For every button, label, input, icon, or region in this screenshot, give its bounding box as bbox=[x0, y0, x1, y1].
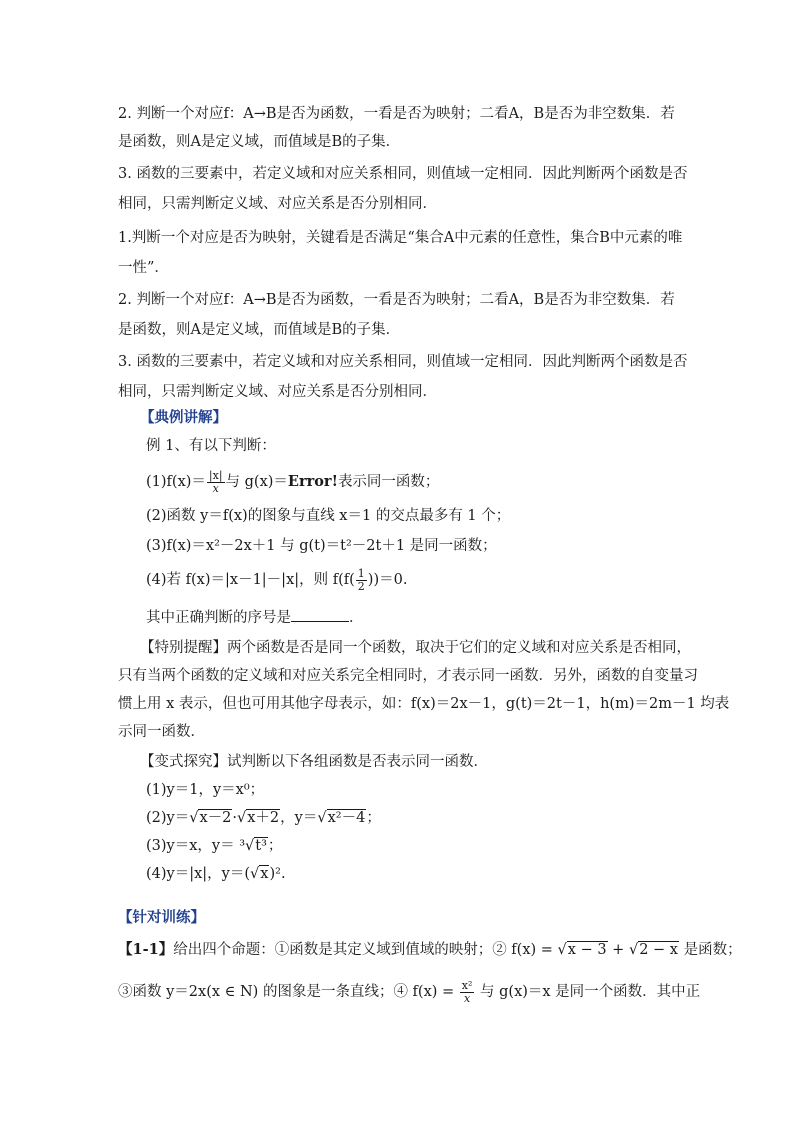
variant-item-2 bbox=[146, 804, 706, 832]
variant-text: 试判断以下各组函数是否表示同一函数． bbox=[227, 754, 488, 770]
training-text: + bbox=[607, 942, 629, 958]
v2-text: · bbox=[232, 810, 237, 826]
radicand: x－2 bbox=[199, 810, 232, 826]
v2-text: (2)y＝ bbox=[146, 810, 190, 826]
example-intro: 例 1、有以下判断： bbox=[146, 438, 276, 454]
radicand: x bbox=[260, 866, 269, 882]
example-item-2: (2)函数 y＝f(x)的图象与直线 x＝1 的交点最多有 1 个； bbox=[146, 508, 511, 524]
fraction-denominator: x bbox=[212, 481, 219, 495]
fraction bbox=[460, 980, 475, 1005]
v4-text: (4)y＝|x|，y＝( bbox=[146, 866, 251, 882]
sqrt-icon: √ bbox=[237, 810, 247, 826]
variant-heading bbox=[140, 748, 700, 776]
example-item-1 bbox=[146, 468, 706, 496]
fraction-numerator: 1 bbox=[357, 566, 365, 580]
fraction-denominator: 2 bbox=[357, 579, 365, 593]
item4-text: (4)若 f(x)＝|x－1|－|x|，则 f(f( bbox=[146, 572, 355, 588]
v2-text: ； bbox=[366, 810, 381, 826]
radicand: t³ bbox=[255, 838, 267, 854]
paragraph-line: 3. 函数的三要素中，若定义域和对应关系相同，则值域一定相同．因此判断两个函数是否 bbox=[118, 354, 688, 370]
training-text: 是函数； bbox=[678, 942, 742, 958]
section-heading-example: 【典例讲解】 bbox=[140, 409, 227, 426]
tip-line-3: 惯上用 x 表示，但也可用其他字母表示，如：f(x)＝2x－1，g(t)＝2t－1，h(m)＝2m－1 均表 bbox=[118, 696, 730, 712]
tip-line-1 bbox=[140, 634, 700, 662]
answer-blank bbox=[291, 607, 349, 622]
v3-text: (3)y＝x，y＝ bbox=[146, 838, 240, 854]
item1-text: (1)f(x)＝ bbox=[146, 474, 206, 490]
sqrt-icon: √ bbox=[317, 810, 327, 826]
training-line-1 bbox=[118, 936, 742, 964]
v4-text: )². bbox=[269, 866, 286, 882]
fraction-numerator: |x| bbox=[208, 468, 223, 482]
training-label: 【1-1】 bbox=[118, 941, 174, 958]
paragraph-line: 相同，只需判断定义域、对应关系是否分别相同． bbox=[118, 196, 437, 212]
example-item-3: (3)f(x)＝x²－2x＋1 与 g(t)＝t²－2t＋1 是同一函数； bbox=[146, 538, 497, 554]
sqrt-icon: √ bbox=[557, 942, 567, 958]
answer-text: ． bbox=[349, 610, 364, 626]
answer-text: 其中正确判断的序号是 bbox=[146, 610, 291, 626]
tip-line-4: 示同一函数． bbox=[118, 724, 205, 740]
paragraph-line: 2. 判断一个对应f：A→B是否为函数，一看是否为映射；二看A，B是否为非空数集．若 bbox=[118, 106, 675, 122]
tip-label: 【特别提醒】 bbox=[140, 640, 227, 656]
fraction-denominator: x bbox=[463, 991, 471, 1005]
paragraph-line: 是函数，则A是定义域，而值域是B的子集． bbox=[118, 322, 401, 338]
example-item-4 bbox=[146, 566, 706, 594]
fraction bbox=[356, 568, 367, 593]
radicand: x²－4 bbox=[327, 810, 366, 826]
item4-text: ))＝0. bbox=[367, 572, 408, 588]
paragraph-line: 相同，只需判断定义域、对应关系是否分别相同． bbox=[118, 384, 437, 400]
sqrt-icon: √ bbox=[189, 810, 199, 826]
paragraph-line: 1.判断一个对应是否为映射，关键看是否满足“集合A中元素的任意性，集合B中元素的唯 bbox=[118, 230, 683, 246]
fraction bbox=[207, 470, 225, 495]
cube-root-icon: ³√ bbox=[239, 838, 255, 854]
variant-label: 【变式探究】 bbox=[140, 754, 227, 770]
paragraph-line: 3. 函数的三要素中，若定义域和对应关系相同，则值域一定相同．因此判断两个函数是否 bbox=[118, 166, 688, 182]
training-text: 给出四个命题：①函数是其定义域到值域的映射；② f(x) = bbox=[173, 942, 558, 958]
radicand: 2 − x bbox=[639, 942, 678, 958]
sqrt-icon: √ bbox=[250, 866, 260, 882]
training-text: ③函数 y＝2x(x ∈ N) 的图象是一条直线；④ f(x) = bbox=[118, 984, 459, 1000]
variant-item-4 bbox=[146, 860, 706, 888]
training-text: 与 g(x)＝x 是同一个函数．其中正 bbox=[475, 984, 701, 1000]
error-text: Error! bbox=[287, 473, 338, 490]
variant-item-3 bbox=[146, 832, 706, 860]
tip-line-2: 只有当两个函数的定义域和对应关系完全相同时，才表示同一函数．另外，函数的自变量习 bbox=[118, 668, 698, 684]
paragraph-line: 2. 判断一个对应f：A→B是否为函数，一看是否为映射；二看A，B是否为非空数集．若 bbox=[118, 292, 675, 308]
v2-text: ，y＝ bbox=[280, 810, 318, 826]
item1-text: 与 g(x)＝ bbox=[225, 474, 288, 490]
paragraph-line: 是函数，则A是定义域，而值域是B的子集． bbox=[118, 134, 401, 150]
tip-text: 两个函数是否是同一个函数，取决于它们的定义域和对应关系是否相同， bbox=[227, 640, 691, 656]
radicand: x − 3 bbox=[567, 942, 607, 958]
v3-text: ； bbox=[267, 838, 283, 854]
radicand: x＋2 bbox=[247, 810, 280, 826]
fraction-numerator: x² bbox=[461, 978, 473, 992]
paragraph-line: 一性”． bbox=[118, 260, 169, 276]
item1-text: 表示同一函数； bbox=[337, 474, 440, 490]
sqrt-icon: √ bbox=[628, 942, 639, 958]
answer-line bbox=[146, 604, 706, 632]
training-line-2 bbox=[118, 978, 701, 1006]
variant-item-1: (1)y＝1，y＝x⁰； bbox=[146, 782, 265, 798]
section-heading-training: 【针对训练】 bbox=[118, 909, 205, 926]
